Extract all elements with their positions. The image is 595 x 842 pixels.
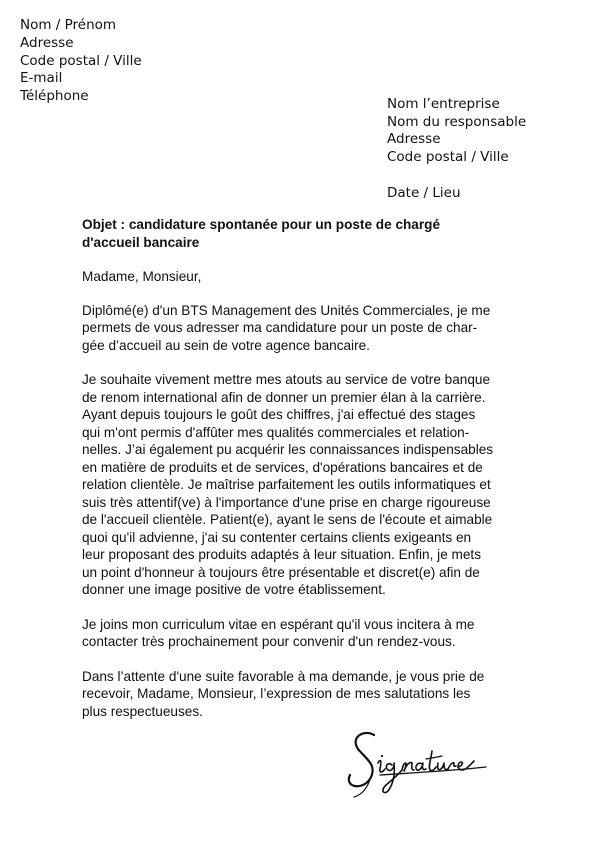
sender-email: E-mail — [20, 70, 63, 87]
date-place: Date / Lieu — [387, 185, 461, 201]
paragraph-line: donner une image positive de votre établissement. — [82, 582, 386, 597]
paragraph-line: relation clientèle. Je maîtrise parfaitement les outils informatiques et — [82, 477, 491, 492]
paragraph-line: quoi qu'il advienne, j'ai su contenter certains clients exigeants en — [82, 529, 472, 545]
paragraph-line: de renom international afin de donner un premier élan à la carrière. — [82, 389, 486, 405]
sender-postal-city: Code postal / Ville — [20, 52, 142, 69]
paragraph-line: Diplômé(e) d'un BTS Management des Unités Commerciales, je me — [82, 302, 491, 318]
recipient-address: Adresse — [387, 131, 441, 147]
sender-name: Nom / Prénom — [20, 17, 117, 33]
handwritten-signature — [340, 725, 490, 805]
paragraph-line: contacter très prochainement pour convenir d'un rendez-vous. — [82, 634, 456, 649]
paragraph-line: Je joins mon curriculum vitae en espérant qu'il vous incitera à me — [82, 616, 475, 632]
subject-line-1: Objet : candidature spontanée pour un poste de chargé — [82, 217, 441, 232]
paragraph-motivation — [82, 371, 522, 599]
recipient-block — [387, 96, 526, 166]
paragraph-line: plus respectueuses. — [82, 703, 203, 719]
letter-body — [82, 216, 522, 737]
paragraph-line: recevoir, Madame, Monsieur, l’expression de mes salutations les — [82, 686, 471, 701]
paragraph-line: Dans l’attente d'une suite favorable à ma demande, je vous prie de — [82, 668, 485, 684]
recipient-manager: Nom du responsable — [387, 113, 527, 130]
paragraph-line: gée d’accueil au sein de votre agence bancaire. — [82, 337, 370, 353]
sender-address: Adresse — [20, 34, 74, 51]
paragraph-cv — [82, 616, 522, 651]
signature-graphic — [340, 725, 490, 805]
sender-block — [20, 17, 142, 106]
paragraph-line: en matière de produits et de services, d'opérations bancaires et de — [82, 459, 483, 475]
paragraph-line: de l'accueil clientèle. Patient(e), ayant le sens de l'écoute et aimable — [82, 512, 493, 527]
recipient-postal-city: Code postal / Ville — [387, 148, 509, 165]
subject-line — [82, 216, 522, 251]
paragraph-line: qui m'ont permis d'affûter mes qualités commerciales et relation- — [82, 424, 470, 440]
paragraph-line: Ayant depuis toujours le goût des chiffres, j'ai effectué des stages — [82, 407, 476, 422]
sender-phone: Téléphone — [20, 88, 89, 105]
subject-line-2: d'accueil bancaire — [82, 234, 200, 250]
paragraph-intro — [82, 302, 522, 355]
paragraph-line: Je souhaite vivement mettre mes atouts au service de votre banque — [82, 372, 491, 387]
paragraph-line: permets de vous adresser ma candidature pour un poste de char- — [82, 320, 478, 335]
paragraph-line: nelles. J’ai également pu acquérir les connaissances indispensables — [82, 442, 494, 457]
paragraph-line: leur proposant des produits adaptés à leur situation. Enfin, je mets — [82, 547, 481, 562]
recipient-company: Nom l’entreprise — [387, 96, 500, 112]
greeting: Madame, Monsieur, — [82, 269, 202, 284]
paragraph-line: un point d'honneur à toujours être présentable et discret(e) afin de — [82, 564, 480, 580]
paragraph-closing — [82, 668, 522, 721]
paragraph-line: suis très attentif(ve) à l'importance d'une prise en charge rigoureuse — [82, 494, 491, 510]
